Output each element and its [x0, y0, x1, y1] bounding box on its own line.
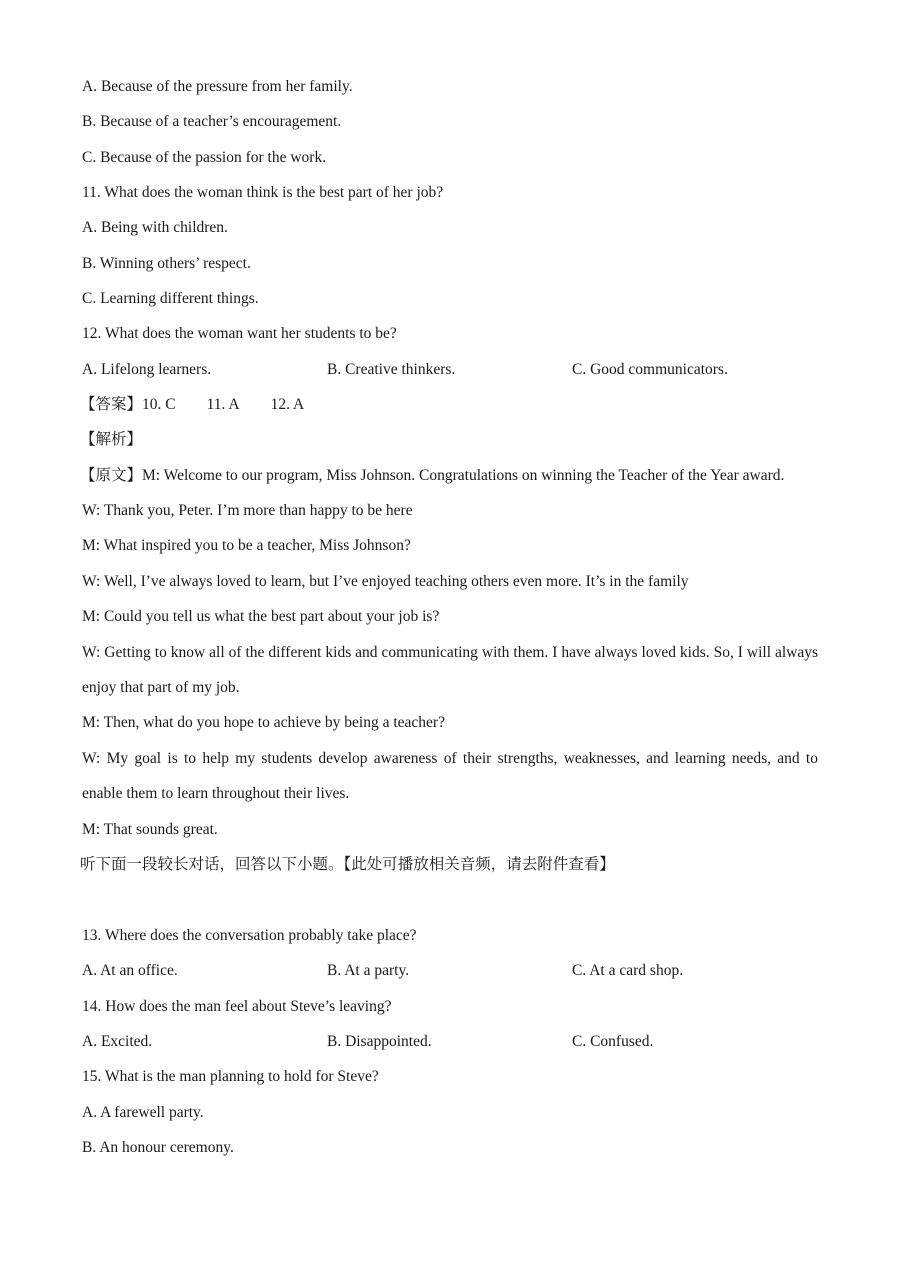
q13-option-c: C. At a card shop.	[572, 962, 684, 979]
q10-option-c: C. Because of the passion for the work.	[82, 149, 327, 166]
q12-option-c: C. Good communicators.	[572, 361, 728, 378]
q14-option-c: C. Confused.	[572, 1033, 654, 1050]
q14-options	[82, 1032, 818, 1052]
answer-11: 11. A	[206, 396, 240, 413]
answer-line	[80, 395, 304, 415]
q14-option-a: A. Excited.	[82, 1033, 153, 1050]
transcript-line-4: W: Well, I’ve always loved to learn, but I’ve enjoyed teaching others even more. It’s in the family	[82, 573, 689, 590]
q12-question: 12. What does the woman want her students to be?	[82, 325, 397, 342]
q12-option-a: A. Lifelong learners.	[82, 361, 212, 378]
q11-option-b: B. Winning others’ respect.	[82, 255, 251, 272]
q11-option-a: A. Being with children.	[82, 219, 228, 236]
transcript-line-8b: enable them to learn throughout their lives.	[82, 785, 350, 802]
q12-option-b: B. Creative thinkers.	[327, 361, 456, 378]
q13-question: 13. Where does the conversation probably take place?	[82, 927, 417, 944]
q13-option-a: A. At an office.	[82, 962, 178, 979]
q15-option-a: A. A farewell party.	[82, 1104, 204, 1121]
answer-label: 【答案】10. C	[80, 396, 176, 413]
transcript-line-7: M: Then, what do you hope to achieve by being a teacher?	[82, 714, 445, 731]
listening-instruction: 听下面一段较长对话，回答以下小题。【此处可播放相关音频，请去附件查看】	[80, 856, 615, 873]
transcript-line-8a: W: My goal is to help my students develop awareness of their strengths, weaknesses, and learning needs, and to	[82, 750, 818, 767]
transcript-line-3: M: What inspired you to be a teacher, Miss Johnson?	[82, 537, 411, 554]
transcript-line-1: 【原文】M: Welcome to our program, Miss Johnson. Congratulations on winning the Teacher of the Year award.	[80, 467, 785, 484]
transcript-line-6b: enjoy that part of my job.	[82, 679, 240, 696]
q11-option-c: C. Learning different things.	[82, 290, 259, 307]
q15-option-b: B. An honour ceremony.	[82, 1139, 234, 1156]
q11-question: 11. What does the woman think is the best part of her job?	[82, 184, 444, 201]
q13-option-b: B. At a party.	[327, 962, 410, 979]
q10-option-a: A. Because of the pressure from her family.	[82, 78, 353, 95]
q10-option-b: B. Because of a teacher’s encouragement.	[82, 113, 342, 130]
transcript-line-2: W: Thank you, Peter. I’m more than happy to be here	[82, 502, 413, 519]
q13-options	[82, 961, 818, 981]
transcript-line-6a: W: Getting to know all of the different kids and communicating with them. I have always loved kids. So, I will always	[82, 644, 818, 661]
analysis-label: 【解析】	[80, 431, 143, 448]
q14-option-b: B. Disappointed.	[327, 1033, 432, 1050]
q12-options	[82, 360, 818, 380]
q15-question: 15. What is the man planning to hold for Steve?	[82, 1068, 379, 1085]
answer-12: 12. A	[270, 396, 305, 413]
q14-question: 14. How does the man feel about Steve’s leaving?	[82, 998, 392, 1015]
transcript-line-5: M: Could you tell us what the best part about your job is?	[82, 608, 440, 625]
transcript-line-9: M: That sounds great.	[82, 821, 218, 838]
